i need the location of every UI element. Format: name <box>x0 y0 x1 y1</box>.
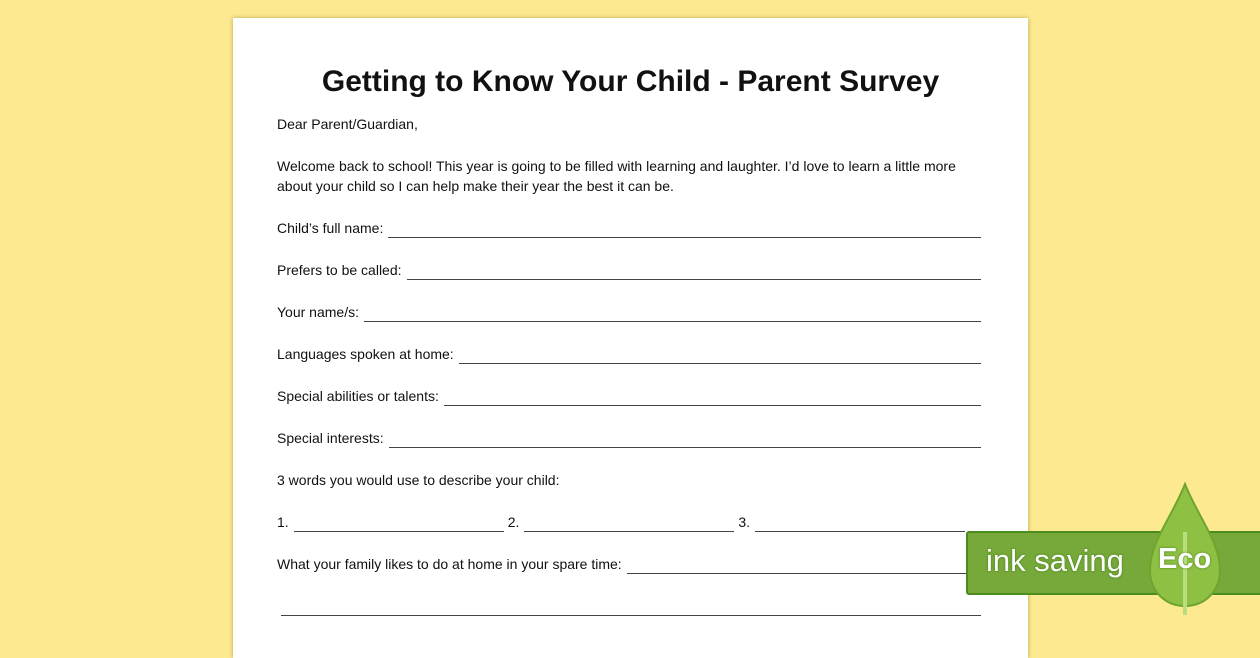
answer-line[interactable] <box>755 517 965 532</box>
field-family-activities[interactable] <box>277 554 981 574</box>
answer-line[interactable] <box>407 265 981 280</box>
field-label: What your family likes to do at home in your spare time: <box>277 556 622 572</box>
field-interests[interactable] <box>277 428 981 448</box>
three-words-row <box>277 512 981 532</box>
eco-label: Eco <box>1158 543 1212 575</box>
intro-paragraph <box>277 156 981 196</box>
answer-line[interactable] <box>459 349 981 364</box>
number-label: 3. <box>738 514 751 530</box>
field-label: Languages spoken at home: <box>277 346 454 362</box>
field-label: Special interests: <box>277 430 384 446</box>
field-languages[interactable] <box>277 344 981 364</box>
answer-line[interactable] <box>364 307 981 322</box>
field-label: Your name/s: <box>277 304 359 320</box>
answer-line[interactable] <box>281 601 981 616</box>
number-label: 1. <box>277 514 289 530</box>
answer-line[interactable] <box>294 517 504 532</box>
intro-line-1: Welcome back to school! This year is going to be filled with learning and laughter. I’d love to learn a little more <box>277 158 956 174</box>
answer-line[interactable] <box>389 433 981 448</box>
field-label: Special abilities or talents: <box>277 388 439 404</box>
field-child-name[interactable] <box>277 218 981 238</box>
extra-answer-row[interactable] <box>277 596 981 616</box>
field-parent-names[interactable] <box>277 302 981 322</box>
three-words-prompt-row <box>277 470 981 490</box>
field-label: Child’s full name: <box>277 220 384 236</box>
page-title: Getting to Know Your Child - Parent Survey <box>321 65 940 98</box>
worksheet-page <box>233 18 1028 658</box>
field-talents[interactable] <box>277 386 981 406</box>
answer-line[interactable] <box>388 223 981 238</box>
greeting: Dear Parent/Guardian, <box>277 116 418 132</box>
answer-line[interactable] <box>627 559 981 574</box>
field-label: Prefers to be called: <box>277 262 402 278</box>
three-words-prompt: 3 words you would use to describe your child: <box>277 472 560 488</box>
answer-line[interactable] <box>524 517 734 532</box>
intro-line-2: about your child so I can help make their year the best it can be. <box>277 178 674 194</box>
badge-text: ink saving <box>986 543 1124 578</box>
field-preferred-name[interactable] <box>277 260 981 280</box>
answer-line[interactable] <box>444 391 981 406</box>
number-label: 2. <box>507 514 520 530</box>
